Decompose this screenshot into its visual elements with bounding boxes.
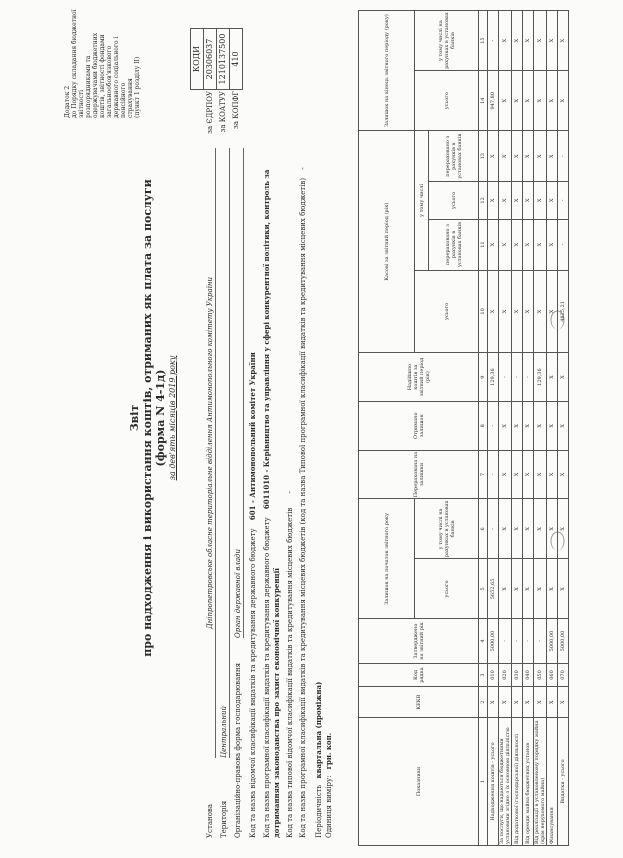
unit-value: грн. коп. [324,732,333,770]
col-num: 15 [479,11,488,71]
row-value-cell: X [558,353,569,402]
row-value-cell: X [512,131,523,182]
th-start-incl: у тому числі на рахунках в установах банків [415,499,479,559]
orgform-label: Організаційно-правова форма господарювання [234,662,242,838]
row-value-cell: 5000,00 [488,619,499,663]
th-cash-transf2: перераховано з рахунків в установах банків [429,131,479,182]
row-value-cell: X [534,401,547,450]
column-numbers-row [479,11,488,846]
th-indicator: Показники [359,717,479,845]
row-value-cell: 020 [499,663,512,687]
kpk-label: Код та назва програмної класифікації видатків та кредитування державного бюджету [263,517,271,838]
row-value-cell: X [523,131,534,182]
row-value-cell: 947,80 [488,71,499,131]
row-indicator-cell: За послуги, що надаються бюджетними установами згідно з їх основною діяльністю [499,717,512,845]
row-value-cell: 030 [512,663,523,687]
row-value-cell: X [523,71,534,131]
row-value-cell: 5000,00 [547,619,558,663]
row-value-cell: X [547,219,558,270]
row-value-cell: X [534,71,547,131]
kvk-value: 601 - Антимонопольний комітет України [248,352,257,521]
appendix-line: державного соціального і пенсійного [113,36,127,118]
row-value-cell: X [523,182,534,219]
col-num: 10 [479,270,488,353]
row-value-cell: X [523,687,534,718]
row-value-cell: - [523,619,534,663]
kpk-row [262,148,282,838]
th-approved: Затверджено на звітний рік [359,619,479,663]
col-num: 3 [479,663,488,687]
row-value-cell: - [499,353,512,402]
col-num: 13 [479,131,488,182]
row-value-cell: X [547,270,558,353]
appendix-line: (пункт 1 розділу II) [134,56,141,118]
row-value-cell: X [558,687,569,718]
appendix-line: розпорядниками та одержувачами бюджетних [85,32,99,118]
row-value-cell: 129,36 [534,353,547,402]
territory-row [220,148,230,838]
row-value-cell: X [534,219,547,270]
row-value-cell: 010 [488,663,499,687]
col-num: 2 [479,687,488,718]
row-value-cell: X [523,270,534,353]
row-value-cell: 129,36 [488,353,499,402]
title-period: за дев'ять місяців 2019 року [168,355,177,481]
th-end-total: усього [415,71,479,131]
institution-value: Дніпропетровське обласне територіальне відділення Антимонопольного комітету України [206,148,216,758]
tkvk-label: Код та назва типової відомчої класифікації видатків та кредитування місцевих бюджетів [286,507,294,838]
row-indicator-cell: Від реалізації в установленому порядку майна (крім нерухомого майна) [534,717,547,845]
row-indicator-cell: Надходження коштів - усього [488,717,499,845]
row-value-cell: X [558,559,569,619]
col-num: 11 [479,219,488,270]
appendix-line: коштів, звітності фондами загальнообов'язкового [99,34,113,118]
col-num: 1 [479,717,488,845]
row-value-cell: X [499,270,512,353]
th-end-balance: Залишок на кінець звітного періоду (року) [359,11,415,131]
row-value-cell: X [523,401,534,450]
row-value-cell: X [512,687,523,718]
tkvk-value: - [286,491,294,494]
row-value-cell: - [488,499,499,559]
row-value-cell: 050 [534,663,547,687]
row-value-cell: X [512,450,523,499]
row-value-cell: X [547,71,558,131]
institution-label: Установа [206,803,214,838]
row-value-cell: X [499,687,512,718]
table-row [499,11,512,846]
row-value-cell: 060 [547,663,558,687]
kvk-row [248,148,258,838]
row-value-cell: 5000,00 [558,619,569,663]
th-kekv: КЕКВ [359,687,479,718]
row-value-cell: X [512,219,523,270]
row-value-cell: X [512,499,523,559]
row-value-cell: - [488,450,499,499]
report-title [128,178,178,658]
title-line-1: Звіт [128,404,141,432]
col-num: 4 [479,619,488,663]
title-line-3: (форма N 4-1д) [154,369,167,467]
row-value-cell: X [488,182,499,219]
code-label: за КОАТУУ [219,91,227,133]
row-value-cell: X [547,559,558,619]
row-value-cell: X [523,450,534,499]
table-row [523,11,534,846]
col-num: 6 [479,499,488,559]
row-value-cell: X [558,11,569,71]
row-value-cell: X [534,687,547,718]
row-value-cell: - [488,11,499,71]
row-value-cell: X [488,687,499,718]
row-value-cell: 5652,65 [488,559,499,619]
territory-value: Центральний [220,148,230,758]
codes-table [190,28,243,148]
row-value-cell: X [558,450,569,499]
table-row [547,11,558,846]
th-cash-total: усього [415,270,479,353]
kpk-value: 6011010 - Керівництво та управління у сфері конкурентної політики, контроль за дотриманням законодавства про захист економічної конкуренції [262,169,281,838]
code-label: за КОПФГ [232,91,240,129]
row-value-cell: X [558,401,569,450]
tpk-value: - [299,167,307,170]
row-value-cell: 070 [558,663,569,687]
appendix-line: до Порядку складання бюджетної звітності [71,9,85,118]
row-value-cell: - [512,353,523,402]
row-indicator-cell: Від додаткової (господарської) діяльності [512,717,523,845]
row-indicator-cell: Видатки - усього [558,717,569,845]
row-value-cell: X [547,131,558,182]
territory-label: Територія [220,800,228,838]
row-value-cell: X [534,450,547,499]
row-value-cell: X [523,499,534,559]
col-num: 14 [479,71,488,131]
th-received-period: Надійшло коштів за звітний період (рік) [359,353,479,402]
row-value-cell: X [499,182,512,219]
row-value-cell: X [499,71,512,131]
row-value-cell: - [523,353,534,402]
row-value-cell: X [488,131,499,182]
row-value-cell: X [488,270,499,353]
col-num: 12 [479,182,488,219]
row-value-cell: 040 [523,663,534,687]
th-transfer: Перерахована на залишки [359,450,479,499]
table-row [488,11,499,846]
row-value-cell: - [488,401,499,450]
title-line-2: про надходження і використання коштів, отриманих як плата за послуги [141,179,154,657]
th-start-total: усього [415,559,479,619]
period-label: Періодичність [315,784,323,838]
col-num: 9 [479,353,488,402]
row-value-cell: X [534,559,547,619]
th-end-incl: у тому числі на рахунках в установах банків [415,11,479,71]
code-value: 410 [230,29,243,90]
th-cash-expenses: Касові за звітний період (рік) [359,131,415,353]
row-value-cell: X [488,219,499,270]
appendix-line: страхування [127,78,134,118]
row-indicator-cell: Від оренди майна бюджетних установ [523,717,534,845]
unit-row [324,148,334,838]
row-value-cell: - [534,619,547,663]
row-value-cell: X [558,71,569,131]
row-value-cell: X [512,401,523,450]
orgform-value: Орган державної влади [234,148,244,638]
row-value-cell: X [499,11,512,71]
code-value: 1210137500 [217,29,230,90]
row-value-cell: X [547,401,558,450]
col-num: 8 [479,401,488,450]
row-value-cell: X [499,131,512,182]
row-value-cell: X [547,353,558,402]
row-value-cell: X [547,687,558,718]
code-value: 20306037 [204,29,217,90]
kvk-label: Код та назва відомчої класифікації видатків та кредитування державного бюджету [249,528,257,838]
period-row [314,148,324,838]
orgform-row [234,148,244,838]
row-indicator-cell: Фінансування [547,717,558,845]
row-value-cell: X [499,401,512,450]
table-row [558,11,569,846]
row-value-cell: X [547,499,558,559]
row-value-cell: X [534,270,547,353]
row-value-cell: - [558,131,569,182]
row-value-cell: 4825,21 [558,270,569,353]
table-body [488,11,569,846]
report-table [358,10,569,846]
row-value-cell: X [512,270,523,353]
row-value-cell: X [512,559,523,619]
tpk-row [299,148,308,838]
row-value-cell: X [547,182,558,219]
row-value-cell: - [558,182,569,219]
row-value-cell: - [558,219,569,270]
row-value-cell: X [534,131,547,182]
table-row [534,11,547,846]
col-num: 7 [479,450,488,499]
col-num: 5 [479,559,488,619]
tkvk-row [286,148,295,838]
row-value-cell: X [512,182,523,219]
code-label: за ЄДРПОУ [206,91,214,134]
row-value-cell: X [499,559,512,619]
row-value-cell: X [523,559,534,619]
appendix-line: Додаток 2 [64,85,71,118]
row-value-cell: X [523,219,534,270]
unit-label: Одиниця виміру: [325,775,333,838]
th-received: Отримано залишок [359,401,479,450]
tpk-label: Код та назва програмної класифікації видатків та кредитування місцевих бюджетів (код та назва Типової програмної класифікації видатків та кредитування місцевих бюджетів) [299,177,307,838]
row-value-cell: X [523,11,534,71]
appendix-note [64,8,141,118]
row-value-cell: X [534,11,547,71]
info-block [206,148,334,838]
institution-row [206,148,216,838]
row-value-cell: X [558,499,569,559]
th-start-balance: Залишок на початок звітного року [359,499,415,619]
row-value-cell: - [512,619,523,663]
row-value-cell: X [499,499,512,559]
table-row [512,11,523,846]
row-value-cell: X [534,499,547,559]
th-cash-incl: у тому числі [415,131,429,270]
th-row-code: Код рядка [359,663,479,687]
period-value: квартальна (проміжна) [314,681,323,779]
row-value-cell: X [512,71,523,131]
row-value-cell: X [547,450,558,499]
th-cash-transferred: перераховано з рахунків в установах банків [429,219,479,270]
row-value-cell: X [512,11,523,71]
row-value-cell: X [547,11,558,71]
row-value-cell: X [534,182,547,219]
row-value-cell: X [499,450,512,499]
row-value-cell: - [499,619,512,663]
th-cash-total2: усього [429,182,479,219]
codes-header: КОДИ [191,29,204,90]
row-value-cell: X [499,219,512,270]
